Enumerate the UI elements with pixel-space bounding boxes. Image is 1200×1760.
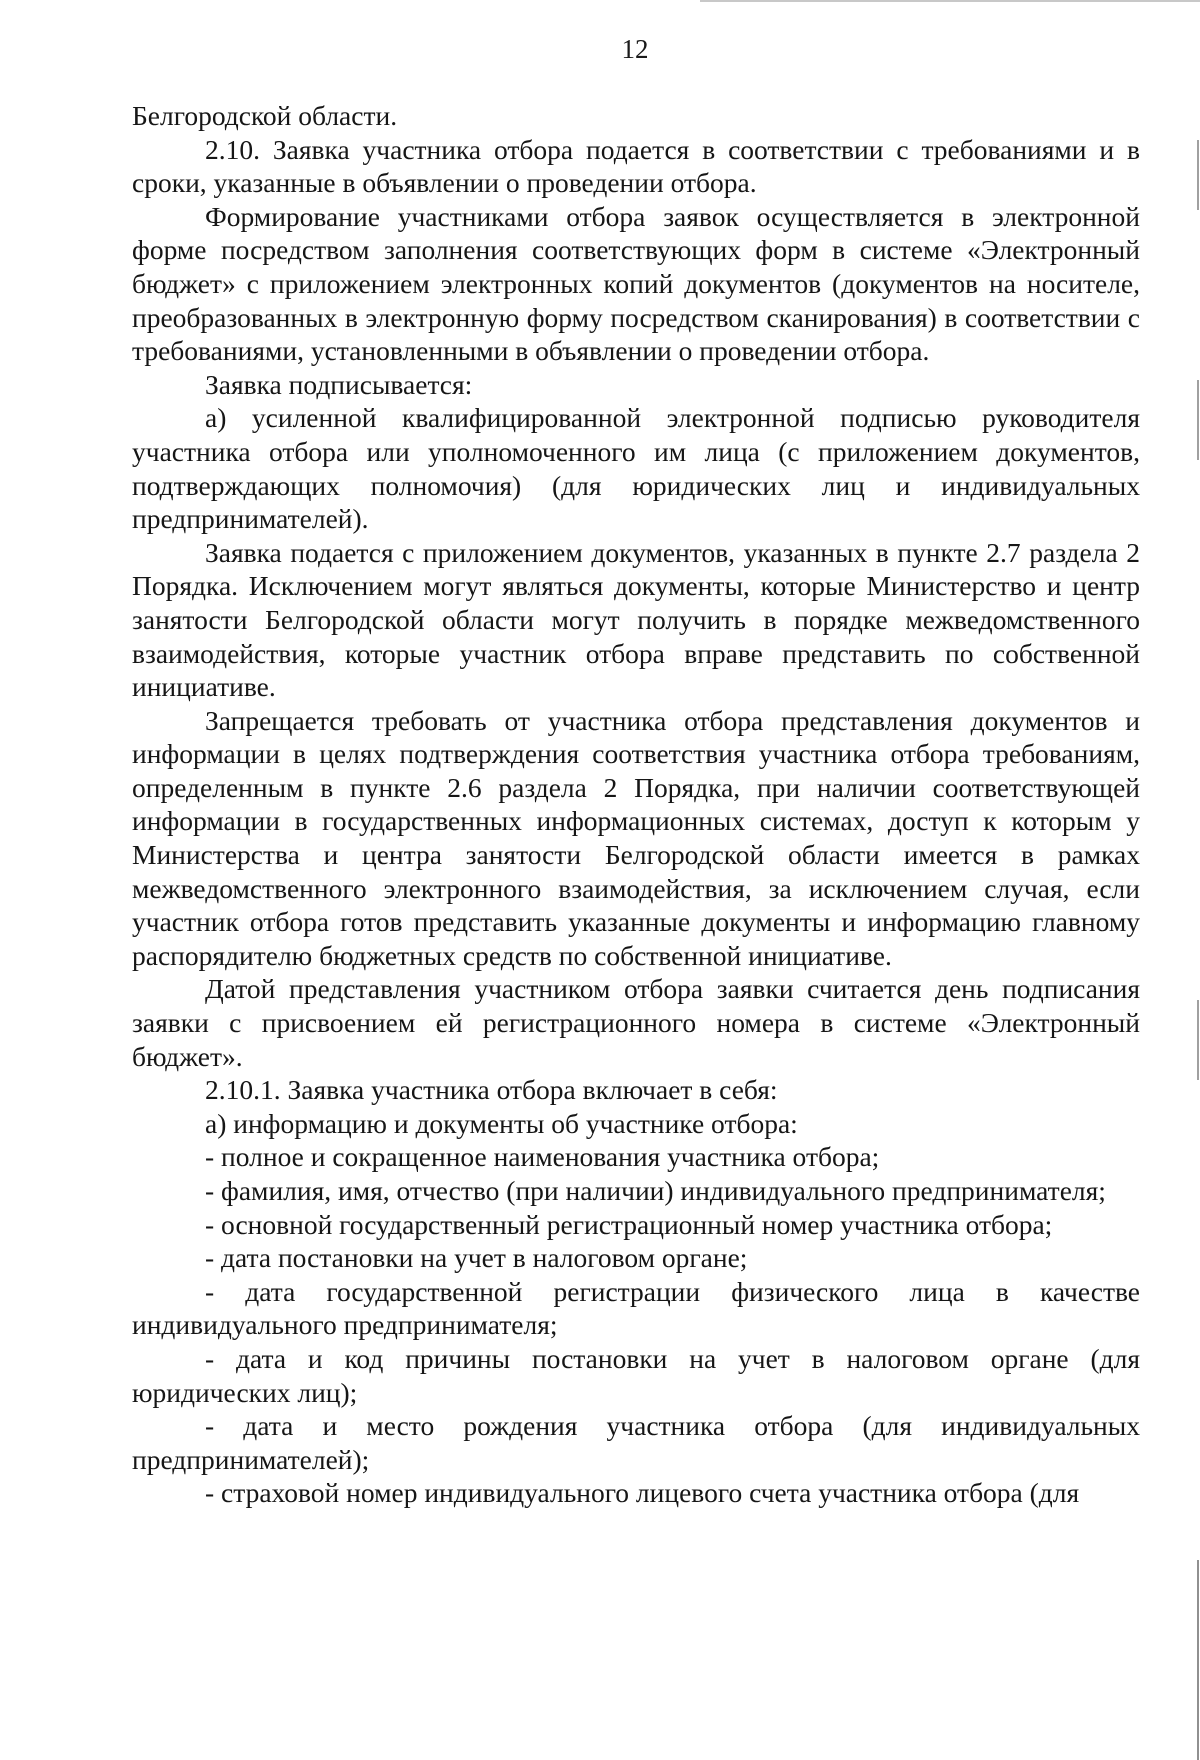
paragraph: Датой представления участником отбора заявки считается день подписания заявки с присвоением ей регистрационного номера в системе «Электронный бюджет». (132, 973, 1140, 1072)
page-number: 12 (621, 34, 649, 64)
paragraph: а) усиленной квалифицированной электронной подписью руководителя участника отбора или уполномоченного им лица (с приложением документов, подтверждающих полномочия) (для юридических лиц и индивидуальных предпринимателей). (132, 402, 1140, 535)
paragraph: 2.10.1. Заявка участника отбора включает в себя: (205, 1074, 778, 1106)
paragraph: 2.10. Заявка участника отбора подается в соответствии с требованиями и в сроки, указанные в объявлении о проведении отбора. (132, 133, 1140, 199)
list-item: - полное и сокращенное наименования участника отбора; (205, 1141, 880, 1173)
scan-artifact (1197, 380, 1199, 460)
list-item: - страховой номер индивидуального лицевого счета участника отбора (для (205, 1477, 1080, 1509)
list-item: - фамилия, имя, отчество (при наличии) индивидуального предпринимателя; (205, 1175, 1106, 1206)
list-item: - дата постановки на учет в налоговом органе; (205, 1242, 748, 1274)
list-item: - дата государственной регистрации физического лица в качестве индивидуального предпринимателя; (132, 1275, 1140, 1341)
paragraph: а) информацию и документы об участнике отбора: (205, 1107, 798, 1139)
document-body (132, 99, 1140, 1510)
scan-artifact (700, 0, 1200, 2)
paragraph: Запрещается требовать от участника отбора представления документов и информации в целях подтверждения соответствия участника отбора требованиям, определенным в пункте 2.6 раздела 2 Порядка, при наличии соответствующей информации в государственных информационных системах, доступ к которым у Министерства и центра занятости Белгородской области имеется в рамках межведомственного электронного взаимодействия, за исключением случая, если участник отбора готов представить указанные документы и информацию главному распорядителю бюджетных средств по собственной инициативе. (132, 704, 1140, 971)
paragraph: Заявка подписывается: (205, 368, 473, 400)
scan-artifact (1197, 140, 1199, 210)
paragraph: Белгородской области. (132, 100, 398, 131)
paragraph: Формирование участниками отбора заявок осуществляется в электронной форме посредством заполнения соответствующих форм в системе «Электронный бюджет» с приложением электронных копий документов (документов на носителе, преобразованных в электронную форму посредством сканирования) в соответствии с требованиями, установленными в объявлении о проведении отбора. (132, 200, 1140, 367)
scan-artifact (1197, 1000, 1199, 1080)
paragraph: Заявка подается с приложением документов, указанных в пункте 2.7 раздела 2 Порядка. Исключением могут являться документы, которые Министерство и центр занятости Белгородской области могут получить в порядке межведомственного взаимодействия, которые участник отбора вправе представить по собственной инициативе. (132, 536, 1140, 703)
list-item: - дата и место рождения участника отбора (для индивидуальных предпринимателей); (132, 1410, 1140, 1475)
scan-artifact (1197, 1560, 1199, 1760)
list-item: - основной государственный регистрационный номер участника отбора; (205, 1208, 1053, 1240)
list-item: - дата и код причины постановки на учет в налоговом органе (для юридических лиц); (132, 1342, 1140, 1408)
